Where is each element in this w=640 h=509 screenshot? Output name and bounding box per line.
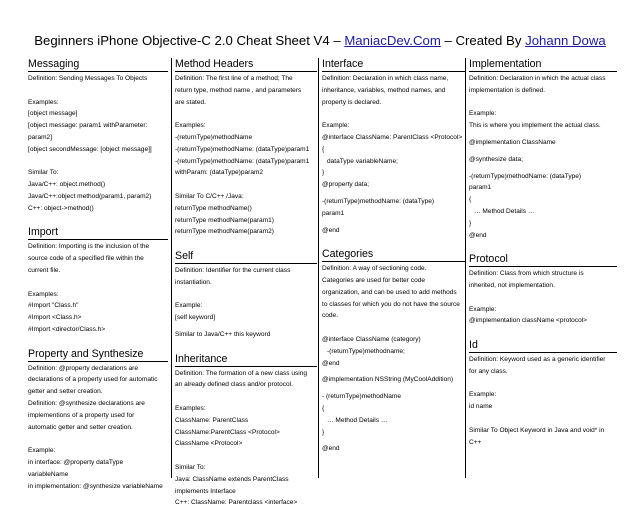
id-heading: Id bbox=[469, 339, 617, 353]
id-example: id name bbox=[469, 403, 493, 411]
self-definition: Definition: Identifier for the current class bbox=[175, 266, 291, 274]
inheritance-example: ClassName: ParentClass bbox=[175, 416, 249, 424]
title-prefix: Beginners iPhone Objective-C 2.0 Cheat Sheet V4 – bbox=[34, 33, 345, 48]
id-definition: for any class. bbox=[469, 367, 508, 375]
method-headers-heading: Method Headers bbox=[175, 58, 317, 72]
inheritance-similar-label: Similar To: bbox=[175, 463, 206, 471]
categories-example: - (returnType)methodName bbox=[322, 393, 401, 401]
categories-example: @interface ClassName (category) bbox=[322, 335, 421, 343]
messaging-example: [object secondMessage: [object message]] bbox=[28, 145, 152, 153]
property-definition: automatic getter and setter creation. bbox=[28, 423, 133, 431]
interface-example: @property data; bbox=[322, 181, 370, 189]
interface-example: @interface ClassName: ParentClass <Protocol> bbox=[322, 133, 463, 141]
categories-definition: organization, and can be used to add methods bbox=[322, 288, 457, 296]
id-similar: C++ bbox=[469, 438, 482, 446]
inheritance-heading: Inheritance bbox=[175, 353, 317, 367]
implementation-example: This is where you implement the actual class. bbox=[469, 122, 601, 130]
property-definition: implementions of a property used for bbox=[28, 411, 135, 419]
method-similar: returnType methodName() bbox=[175, 204, 252, 212]
implementation-heading: Implementation bbox=[469, 58, 617, 72]
interface-heading: Interface bbox=[322, 58, 466, 72]
method-example: withParam: (dataType)param2 bbox=[175, 169, 264, 177]
author-link[interactable]: Johann Dowa bbox=[525, 33, 606, 48]
method-example: -(returnType)methodName: (dataType)param1 bbox=[175, 157, 310, 165]
self-similar: Similar to Java/C++ this keyword bbox=[175, 330, 271, 338]
messaging-example: [object message: param1 withParameter: bbox=[28, 122, 148, 130]
categories-definition: code. bbox=[322, 312, 339, 320]
interface-example: -(returnType)methodName: (dataType) bbox=[322, 197, 435, 205]
interface-example: param1 bbox=[322, 209, 345, 217]
messaging-similar: Java/C++: object.method() bbox=[28, 181, 106, 189]
interface-definition: Definition: Declaration in which class name, bbox=[322, 75, 449, 82]
inheritance-similar: implements Interface bbox=[175, 487, 236, 495]
self-definition: instantiation. bbox=[175, 278, 212, 286]
import-example: #Import <director/Class.h> bbox=[28, 325, 106, 333]
id-example-label: Example: bbox=[469, 391, 497, 399]
implementation-definition: Definition: Declaration in which the actual class bbox=[469, 75, 606, 82]
column-1 bbox=[28, 58, 168, 490]
id-definition: Definition: Keyword used as a generic identifier bbox=[469, 355, 606, 363]
implementation-example: -(returnType)methodName: (dataType) bbox=[469, 172, 582, 180]
messaging-definition: Definition: Sending Messages To Objects bbox=[28, 75, 148, 82]
categories-example: … Method Details … bbox=[327, 416, 388, 424]
method-similar-label: Similar To C/C++ /Java: bbox=[175, 192, 244, 200]
messaging-example: param2] bbox=[28, 133, 53, 141]
categories-example: @end bbox=[322, 445, 340, 453]
method-examples-label: Examples: bbox=[175, 122, 206, 130]
property-heading: Property and Synthesize bbox=[28, 348, 168, 362]
property-example-label: Example: bbox=[28, 447, 56, 455]
implementation-example: @end bbox=[469, 231, 487, 239]
protocol-definition: Definition: Class from which structure is bbox=[469, 270, 584, 278]
id-similar: Similar To Object Keyword in Java and void* in bbox=[469, 426, 605, 434]
messaging-heading: Messaging bbox=[28, 58, 168, 72]
property-example: in implementation: @synthesize variableName bbox=[28, 482, 163, 490]
categories-example: { bbox=[322, 404, 325, 412]
protocol-example: @implementation className <protocol> bbox=[469, 317, 587, 325]
self-example-label: Example: bbox=[175, 302, 203, 310]
column-3 bbox=[318, 58, 466, 478]
implementation-example: @synthesize data; bbox=[469, 155, 523, 163]
import-definition: source code of a specified file within the bbox=[28, 255, 144, 263]
method-example: -(returnType)methodName bbox=[175, 133, 253, 141]
method-definition: Definition: The first line of a method; The bbox=[175, 75, 293, 82]
messaging-example: [object message] bbox=[28, 110, 78, 118]
inheritance-definition: an already defined class and/or protocol. bbox=[175, 381, 293, 389]
maniacdev-link[interactable]: ManiacDev.Com bbox=[344, 33, 441, 48]
implementation-example: { bbox=[469, 196, 472, 204]
protocol-example-label: Example: bbox=[469, 305, 497, 313]
categories-heading: Categories bbox=[322, 248, 466, 262]
method-definition: return type, method name , and parameters bbox=[175, 86, 302, 94]
column-4 bbox=[465, 58, 617, 478]
method-similar: returnType methodName(param1) bbox=[175, 216, 274, 224]
property-definition: Definition: @synthesize declarations are bbox=[28, 399, 145, 407]
categories-example: @implementation NSString (MyCoolAddition) bbox=[322, 376, 454, 384]
page-title bbox=[0, 33, 640, 49]
protocol-definition: inherited, not implementation. bbox=[469, 281, 555, 289]
inheritance-examples-label: Examples: bbox=[175, 404, 206, 412]
inheritance-definition: Definition: The formation of a new class using bbox=[175, 369, 307, 377]
categories-definition: Categories are used for better code bbox=[322, 276, 425, 284]
protocol-heading: Protocol bbox=[469, 253, 617, 267]
method-definition: are stated. bbox=[175, 98, 206, 106]
categories-definition: to classes for which you do not have the source bbox=[322, 300, 460, 308]
property-definition: Definition: @property declarations are bbox=[28, 364, 138, 372]
import-example: #Import "Class.h" bbox=[28, 302, 79, 310]
self-heading: Self bbox=[175, 250, 317, 264]
self-example: [self keyword] bbox=[175, 314, 216, 322]
import-examples-label: Examples: bbox=[28, 290, 59, 298]
property-example: variableName bbox=[28, 470, 69, 478]
inheritance-similar: Java: ClassName extends ParentClass bbox=[175, 475, 289, 483]
interface-example: { bbox=[322, 145, 325, 153]
inheritance-example: ClassName <Protocol> bbox=[175, 440, 243, 448]
interface-definition: property is declared. bbox=[322, 98, 382, 106]
title-middle: – Created By bbox=[440, 33, 526, 48]
property-definition: getter and setter creation. bbox=[28, 388, 103, 396]
method-similar: returnType methodName(param2) bbox=[175, 228, 274, 236]
implementation-example: } bbox=[469, 219, 472, 227]
import-definition: Definition: Importing is the inclusion of the bbox=[28, 243, 150, 251]
messaging-examples-label: Examples: bbox=[28, 98, 59, 106]
interface-example: @end bbox=[322, 226, 340, 234]
messaging-similar: C++: object->method() bbox=[28, 204, 94, 212]
categories-example: -(returnType)methodname; bbox=[327, 347, 405, 355]
implementation-example: @implementation ClassName bbox=[469, 138, 556, 146]
implementation-example-label: Example: bbox=[469, 110, 497, 118]
categories-example: @end bbox=[322, 359, 340, 367]
inheritance-similar: C++: ClassName: Parentclass <interface> bbox=[175, 499, 298, 507]
column-2 bbox=[171, 58, 317, 507]
categories-example: } bbox=[322, 428, 325, 436]
messaging-similar-label: Similar To: bbox=[28, 169, 59, 177]
interface-example: dataType variableName; bbox=[327, 157, 398, 165]
import-example: #Import <Class.h> bbox=[28, 314, 82, 322]
property-definition: declarations of a property used for automatic bbox=[28, 376, 158, 384]
property-example: in interface: @property dataType bbox=[28, 458, 124, 466]
import-heading: Import bbox=[28, 226, 168, 240]
interface-example-label: Example: bbox=[322, 122, 350, 130]
import-definition: current file. bbox=[28, 266, 61, 274]
implementation-example: param1 bbox=[469, 184, 492, 192]
interface-example: } bbox=[322, 169, 325, 177]
implementation-definition: implementation is defined. bbox=[469, 86, 546, 94]
categories-definition: Definition: A way of sectioning code. bbox=[322, 265, 427, 273]
interface-definition: inheritance, variables, method names, and bbox=[322, 86, 446, 94]
inheritance-example: ClassName:ParentClass <Protocol> bbox=[175, 428, 280, 436]
messaging-similar: Java/C++:object method(param1, param2) bbox=[28, 192, 152, 200]
method-example: -(returnType)methodName: (dataType)param1 bbox=[175, 145, 310, 153]
implementation-example: … Method Details … bbox=[474, 207, 535, 215]
